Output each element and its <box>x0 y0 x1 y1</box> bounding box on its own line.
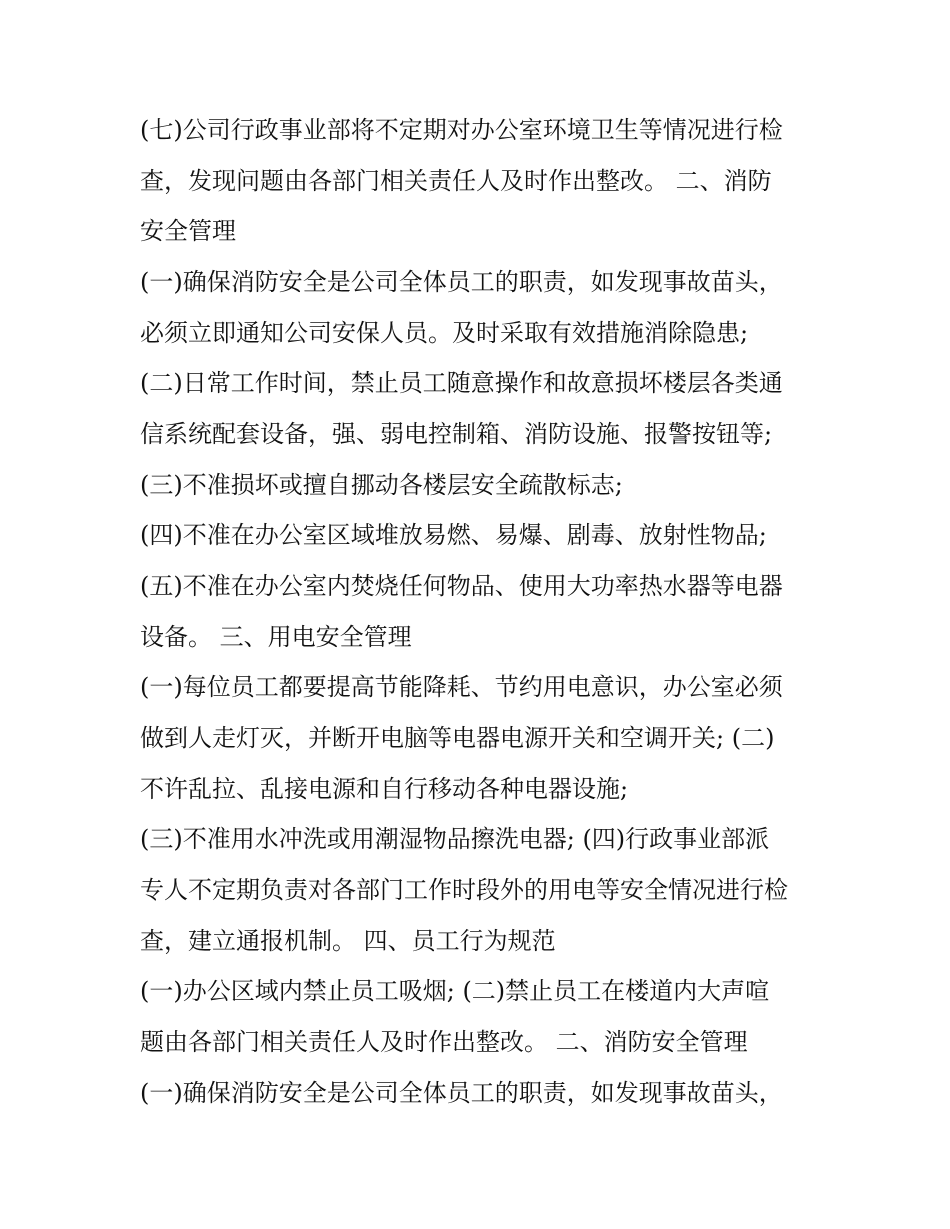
text-line: (一)办公区域内禁止员工吸烟; (二)禁止员工在楼道内大声喧 <box>140 977 770 1005</box>
text-line: 信系统配套设备，强、弱电控制箱、消防设施、报警按钮等; <box>140 420 773 448</box>
text-line: 查，发现问题由各部门相关责任人及时作出整改。 二、消防 <box>140 167 772 195</box>
text-line: (二)日常工作时间，禁止员工随意操作和故意损坏楼层各类通 <box>140 369 783 397</box>
text-line: 查，建立通报机制。 四、员工行为规范 <box>140 927 556 955</box>
text-line: 题由各部门相关责任人及时作出整改。 二、消防安全管理 <box>140 1028 748 1056</box>
text-line: 安全管理 <box>140 217 236 245</box>
text-line: (三)不准用水冲洗或用潮湿物品擦洗电器; (四)行政事业部派 <box>140 825 770 853</box>
text-line: 做到人走灯灭，并断开电脑等电器电源开关和空调开关; (二) <box>140 724 775 752</box>
text-line: (七)公司行政事业部将不定期对办公室环境卫生等情况进行检 <box>140 116 783 144</box>
text-line: (一)确保消防安全是公司全体员工的职责，如发现事故苗头， <box>140 268 783 296</box>
text-line: (一)每位员工都要提高节能降耗、节约用电意识，办公室必须 <box>140 673 783 701</box>
text-line: 专人不定期负责对各部门工作时段外的用电等安全情况进行检 <box>140 876 788 904</box>
text-line: (四)不准在办公室区域堆放易燃、易爆、剧毒、放射性物品; <box>140 521 767 549</box>
text-line: (五)不准在办公室内焚烧任何物品、使用大功率热水器等电器 <box>140 572 783 600</box>
text-line: 不许乱拉、乱接电源和自行移动各种电器设施; <box>140 775 629 803</box>
text-line: (一)确保消防安全是公司全体员工的职责，如发现事故苗头， <box>140 1079 783 1107</box>
text-line: 必须立即通知公司安保人员。及时采取有效措施消除隐患; <box>140 319 749 347</box>
text-line: (三)不准损坏或擅自挪动各楼层安全疏散标志; <box>140 471 623 499</box>
text-line: 设备。 三、用电安全管理 <box>140 623 412 651</box>
